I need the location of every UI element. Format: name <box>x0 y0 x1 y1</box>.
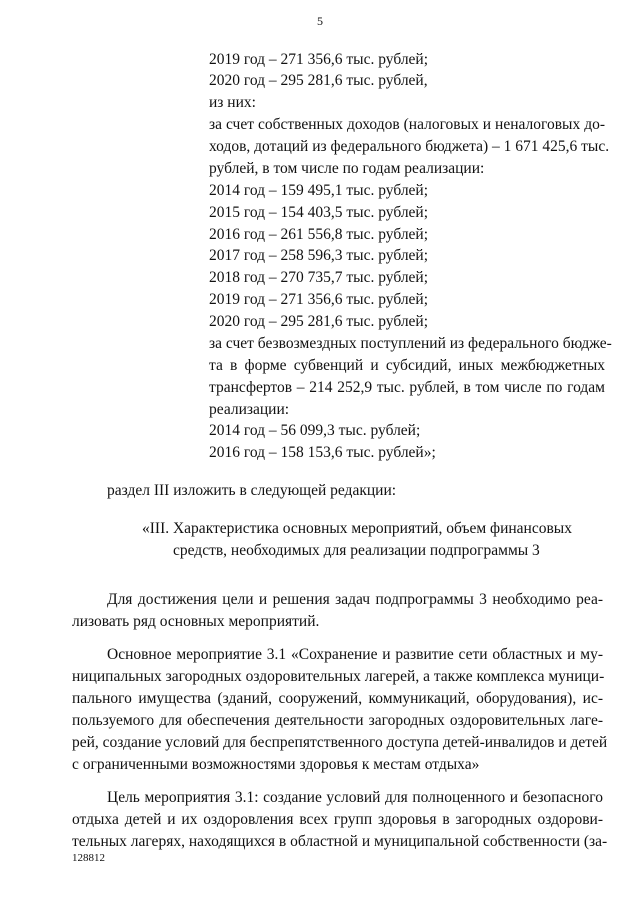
funding-line: рублей, в том числе по годам реализации: <box>209 160 485 177</box>
funding-line: за счет собственных доходов (налоговых и неналоговых до- <box>209 116 605 133</box>
funding-line: 2014 год – 159 495,1 тыс. рублей; <box>209 182 429 199</box>
funding-line: 2019 год – 271 356,6 тыс. рублей; <box>209 51 429 68</box>
paragraph-line: с ограниченными возможностями здоровья к местам отдыха» <box>72 756 480 773</box>
paragraph-line: пользуемого для обеспечения деятельности загородных оздоровительных лаге- <box>72 712 603 729</box>
section-heading-line: средств, необходимых для реализации подпрограммы 3 <box>173 542 540 559</box>
funding-line: 2019 год – 271 356,6 тыс. рублей; <box>209 291 429 308</box>
paragraph-line: Для достижения цели и решения задач подпрограммы 3 необходимо реа- <box>107 591 603 608</box>
paragraph-line: лизовать ряд основных мероприятий. <box>72 613 320 630</box>
document-code: 128812 <box>72 852 105 864</box>
paragraph-line: ниципальных загородных оздоровительных лагерей, а также комплекса муници- <box>72 668 605 685</box>
funding-line: 2015 год – 154 403,5 тыс. рублей; <box>209 204 429 221</box>
funding-line: та в форме субвенций и субсидий, иных межбюджетных <box>209 357 605 374</box>
funding-line: ходов, дотаций из федерального бюджета) – 1 671 425,6 тыс. <box>209 138 610 155</box>
funding-line: из них: <box>209 94 256 111</box>
paragraph-line: отдыха детей и их оздоровления всех групп здоровья в загородных оздорови- <box>72 811 603 828</box>
funding-line: 2017 год – 258 596,3 тыс. рублей; <box>209 247 429 264</box>
funding-line: 2020 год – 295 281,6 тыс. рублей, <box>209 72 428 89</box>
paragraph-line: рей, создание условий для беспрепятственного доступа детей-инвалидов и детей <box>72 734 608 751</box>
section-intro: раздел III изложить в следующей редакции: <box>107 482 397 499</box>
page-number: 5 <box>317 14 323 28</box>
paragraph-line: Цель мероприятия 3.1: создание условий для полноценного и безопасного <box>107 789 603 806</box>
funding-line: трансфертов – 214 252,9 тыс. рублей, в том числе по годам <box>209 379 605 396</box>
paragraph-line: Основное мероприятие 3.1 «Сохранение и развитие сети областных и му- <box>107 646 603 663</box>
funding-line: 2016 год – 261 556,8 тыс. рублей; <box>209 226 429 243</box>
paragraph-line: пального имущества (зданий, сооружений, коммуникаций, оборудования), ис- <box>72 690 603 707</box>
funding-line: 2016 год – 158 153,6 тыс. рублей»; <box>209 444 436 461</box>
funding-line: 2020 год – 295 281,6 тыс. рублей; <box>209 313 429 330</box>
funding-line: за счет безвозмездных поступлений из федерального бюдже- <box>209 335 612 352</box>
paragraph-line: тельных лагерях, находящихся в областной и муниципальной собственности (за- <box>72 833 608 850</box>
funding-line: 2014 год – 56 099,3 тыс. рублей; <box>209 422 421 439</box>
funding-line: 2018 год – 270 735,7 тыс. рублей; <box>209 269 429 286</box>
section-heading-line: «III. Характеристика основных мероприятий, объем финансовых <box>142 520 572 537</box>
funding-line: реализации: <box>209 401 290 418</box>
